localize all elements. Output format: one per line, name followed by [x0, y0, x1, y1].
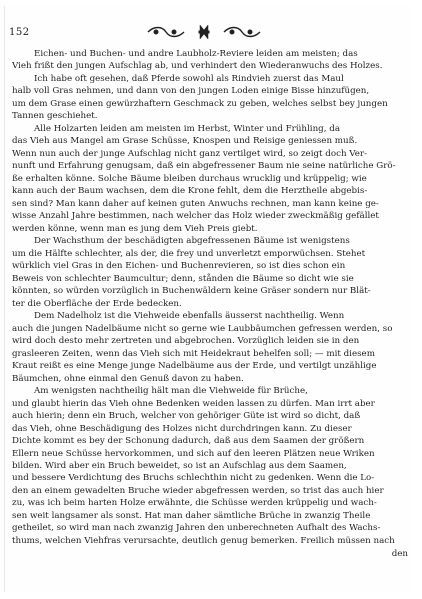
page-number: 152 — [9, 27, 30, 38]
text-line: grasleeren Zeiten, wenn das Vieh sich mit Heidekraut behelfen soll; — mit diesem — [12, 348, 375, 359]
text-line: das Vieh, ohne Beschädigung des Holzes nicht durchdringen kann. Zu dieser — [12, 423, 352, 434]
text-line: Dem Nadelholz ist die Viehweide ebenfalls äusserst nachtheilig. Wenn — [34, 311, 345, 322]
text-line: Wenn nun auch der junge Aufschlag nicht ganz vertilget wird, so zeigt doch Ver- — [12, 148, 368, 159]
text-line: kann auch der Baum wachsen, dem die Krone fehlt, dem die Herztheile abgebis- — [12, 186, 368, 197]
text-line: Am wenigsten nachtheilig hält man die Viehweide für Brüche, — [34, 386, 308, 397]
text-line: würklich viel Gras in den Eichen- und Buchenrevieren, so ist dies schon ein — [12, 261, 346, 272]
text-line: und glaubt hierin das Vieh ohne Bedenken weiden lassen zu dürfen. Man irrt aber — [12, 398, 375, 409]
text-line: sen weit langsamer als sonst. Hat man daher sämtliche Brüche in zwanzig Theile — [12, 510, 371, 521]
text-line: zu, was ich beim harten Holze erwähnte, die Schüsse werden krüppelig und wach- — [12, 498, 377, 509]
book-page — [4, 6, 413, 592]
text-line: getheilet, so wird man nach zwanzig Jahren den unberechneten Aufhalt des Wachs- — [12, 523, 381, 534]
text-line: werden könne, wenn man es jung dem Vieh Preis giebt. — [12, 223, 258, 234]
text-line: um die Hälfte schlechter, als der, die frey und unverletzt emporwüchsen. Stehet — [12, 248, 366, 259]
text-line: ter die Oberfläche der Erde bedecken. — [12, 298, 182, 309]
text-line: Kraut reißt es eine Menge junge Nadelbäume aus der Erde, und vertilgt unzählige — [12, 361, 377, 372]
text-line: Beweis von schlechter Baumcultur; denn, stånden die Bäume so dicht wie sie — [12, 273, 354, 284]
text-line: das Vieh aus Mangel am Grase Schüsse, Knospen und Reisige geniessen muß. — [12, 136, 358, 147]
catchword: den — [391, 549, 408, 560]
text-line: könnten, so würden vorzüglich in Buchenwäldern keine Gräser sondern nur Blät- — [12, 286, 371, 297]
page-text — [12, 48, 408, 561]
text-line: wird doch desto mehr zertreten und abgebrochen. Vorzüglich leiden sie in den — [12, 336, 360, 347]
text-line: Der Wachsthum der beschädigten abgefressenen Bäume ist wenigstens — [34, 236, 350, 247]
text-line: den an einem gewadelten Bruche wieder abgefressen werden, so trist das auch hier — [12, 485, 384, 496]
text-line: bilden. Wird aber ein Bruch beweidet, so ist an Aufschlag aus dem Saamen, — [12, 460, 347, 471]
header-ornament — [144, 22, 264, 42]
text-line: halb voll Gras nehmen, und dann von den jungen Loden einige Bisse hinzufügen, — [12, 86, 370, 97]
text-line: Alle Holzarten leiden am meisten im Herbst, Winter und Frühling, da — [34, 123, 340, 134]
text-line: auch hierin; denn ein Bruch, welcher von gehöriger Güte ist wird so dicht, daß — [12, 411, 361, 422]
text-line: nunft und Erfahrung genugsam, daß ein abgefressener Baum nie seine natürliche Grö- — [12, 161, 396, 172]
text-line: auch die jungen Nadelbäume nicht so gerne wie Laubbäumchen gefressen werden, so — [12, 323, 393, 334]
text-line: Ich habe oft gesehen, daß Pferde sowohl als Rindvieh zuerst das Maul — [34, 73, 344, 84]
text-line: wisse Anzahl Jahre bestimmen, nach welcher das Holz wieder zweckmäßig gefället — [12, 211, 379, 222]
text-line: Vieh frißt den jungen Aufschlag ab, und verhindert den Wiederanwuchs des Holzes. — [12, 61, 383, 72]
text-line: sen sind? Man kann daher auf keinen guten Anwuchs rechnen, man kann keine ge- — [12, 198, 379, 209]
text-line: Dichte kommt es bey der Schonung dadurch, daß aus dem Saamen der größern — [12, 436, 365, 447]
text-line: thums, welchen Viehfras verursachte, deutlich genug bemerken. Freilich müssen nach — [12, 535, 395, 546]
text-line: Ellern neue Schüsse hervorkommen, und sich auf den leeren Plätzen neue Wriken — [12, 448, 375, 459]
text-line: ße erhalten könne. Solche Bäume bleiben durchaus wrucklig und krüppelig; wie — [12, 173, 367, 184]
text-line: um dem Grase einen gewürzhaftern Geschmack zu geben, welches selbst bey jungen — [12, 98, 388, 109]
text-line: und bessere Verdichtung des Bruchs schlechthin nicht zu gedenken. Wenn die Lo- — [12, 473, 375, 484]
text-line: Bäumchen, ohne einmal den Genuß davon zu haben. — [12, 373, 244, 384]
text-line: Tannen geschiehet. — [12, 111, 98, 122]
text-line: Eichen- und Buchen- und andre Laubholz-Reviere leiden am meisten; das — [34, 49, 358, 59]
